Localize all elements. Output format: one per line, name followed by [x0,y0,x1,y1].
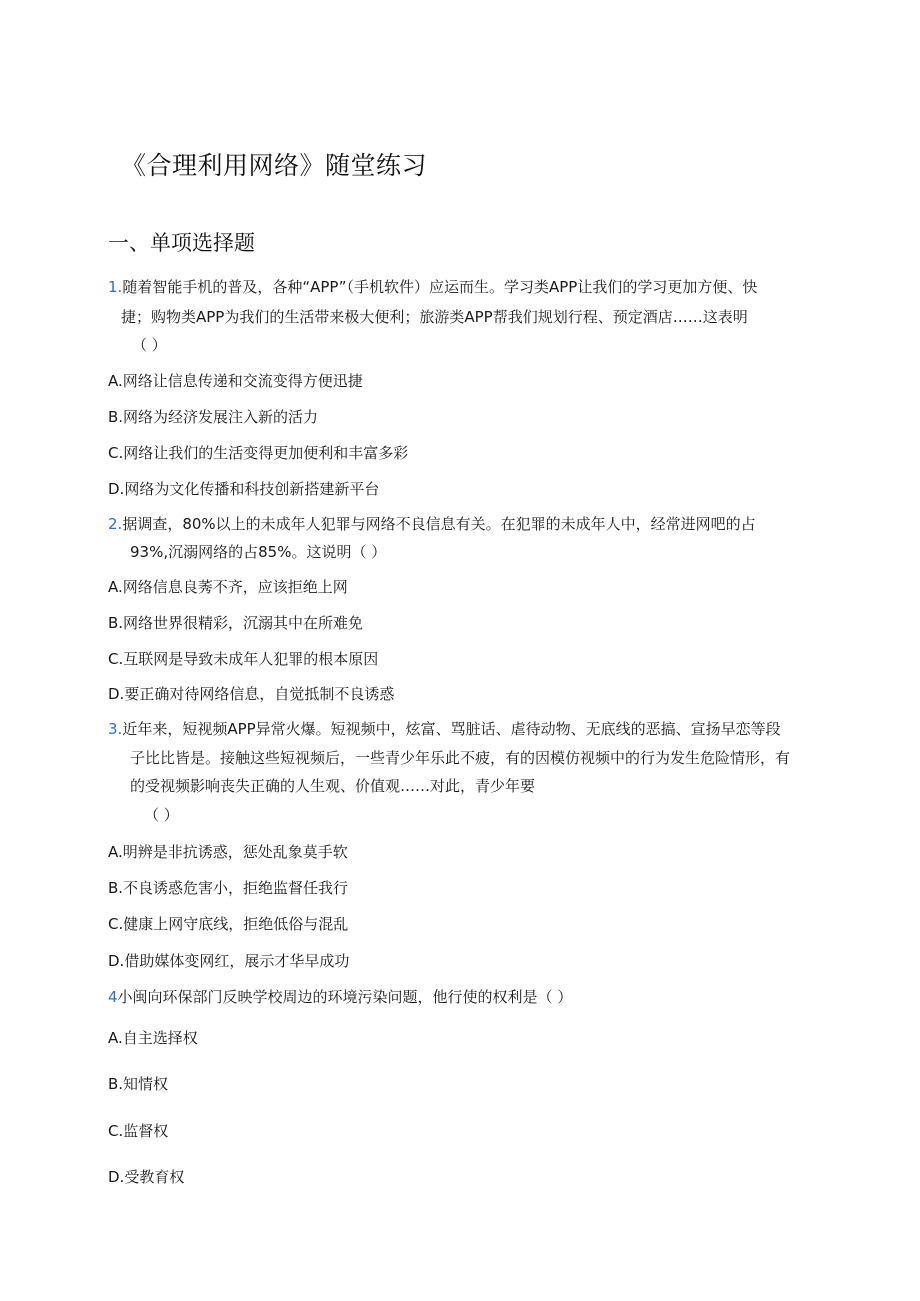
question-2-option-b: B.网络世界很精彩，沉溺其中在所难免 [108,614,364,632]
question-3-option-b: B.不良诱惑危害小，拒绝监督任我行 [108,879,349,897]
question-3-line-1 [108,719,781,739]
question-3-line-3: 的受视频影响丧失正确的人生观、价值观……对此，青少年要 [130,777,536,795]
question-2-text: 据调查，80%以上的未成年人犯罪与网络不良信息有关。在犯罪的未成年人中，经常进网吧的占 [122,515,756,533]
question-1-option-b: B.网络为经济发展注入新的活力 [108,408,319,426]
question-1-option-c: C.网络让我们的生活变得更加便利和丰富多彩 [108,444,409,462]
question-4-text: 小闽向环保部门反映学校周边的环境污染问题，他行使的权利是（ ） [117,988,573,1006]
question-3-line-2: 子比比皆是。接触这些短视频后，一些青少年乐此不疲，有的因模仿视频中的行为发生危险情形，有 [130,749,791,767]
question-2-option-c: C.互联网是导致未成年人犯罪的根本原因 [108,650,379,668]
question-4-option-a: A.自主选择权 [108,1029,198,1047]
question-4-number: 4 [108,988,118,1006]
question-3-number: 3. [108,720,123,738]
question-1-text: 随着智能手机的普及，各种“APP”（手机软件）应运而生。学习类APP让我们的学习更加方便、快 [122,278,758,296]
question-1-option-d: D.网络为文化传播和科技创新搭建新平台 [108,480,380,498]
question-2-number: 2. [108,515,123,533]
document-title: 《合理利用网络》随堂练习 [121,151,428,180]
question-1-line-1 [108,277,757,297]
question-4-option-d: D.受教育权 [108,1168,185,1186]
question-2-option-d: D.要正确对待网络信息，自觉抵制不良诱惑 [108,685,395,703]
question-4-option-b: B.知情权 [108,1075,169,1093]
section-heading: 一、单项选择题 [108,231,255,255]
question-1-blank: （ ） [132,336,167,354]
question-2-line-1 [108,514,756,534]
question-1-option-a: A.网络让信息传递和交流变得方便迅捷 [108,372,363,390]
question-1-line-2: 捷；购物类APP为我们的生活带来极大便利；旅游类APP帮我们规划行程、预定酒店……这表明 [121,308,748,326]
question-4-line-1 [108,987,572,1007]
question-1-number: 1. [108,278,123,296]
question-3-option-d: D.借助媒体变网红，展示才华早成功 [108,952,350,970]
question-3-option-a: A.明辨是非抗诱惑，惩处乱象莫手软 [108,843,348,861]
question-4-option-c: C.监督权 [108,1122,169,1140]
question-3-text: 近年来，短视频APP异常火爆。短视频中，炫富、骂脏话、虐待动物、无底线的恶搞、宣扬早恋等段 [122,720,781,738]
question-2-option-a: A.网络信息良莠不齐，应该拒绝上网 [108,578,348,596]
question-3-blank: （ ） [144,806,179,824]
question-2-line-2: 93%,沉溺网络的占85%。这说明（ ） [130,543,387,561]
question-3-option-c: C.健康上网守底线，拒绝低俗与混乱 [108,915,349,933]
